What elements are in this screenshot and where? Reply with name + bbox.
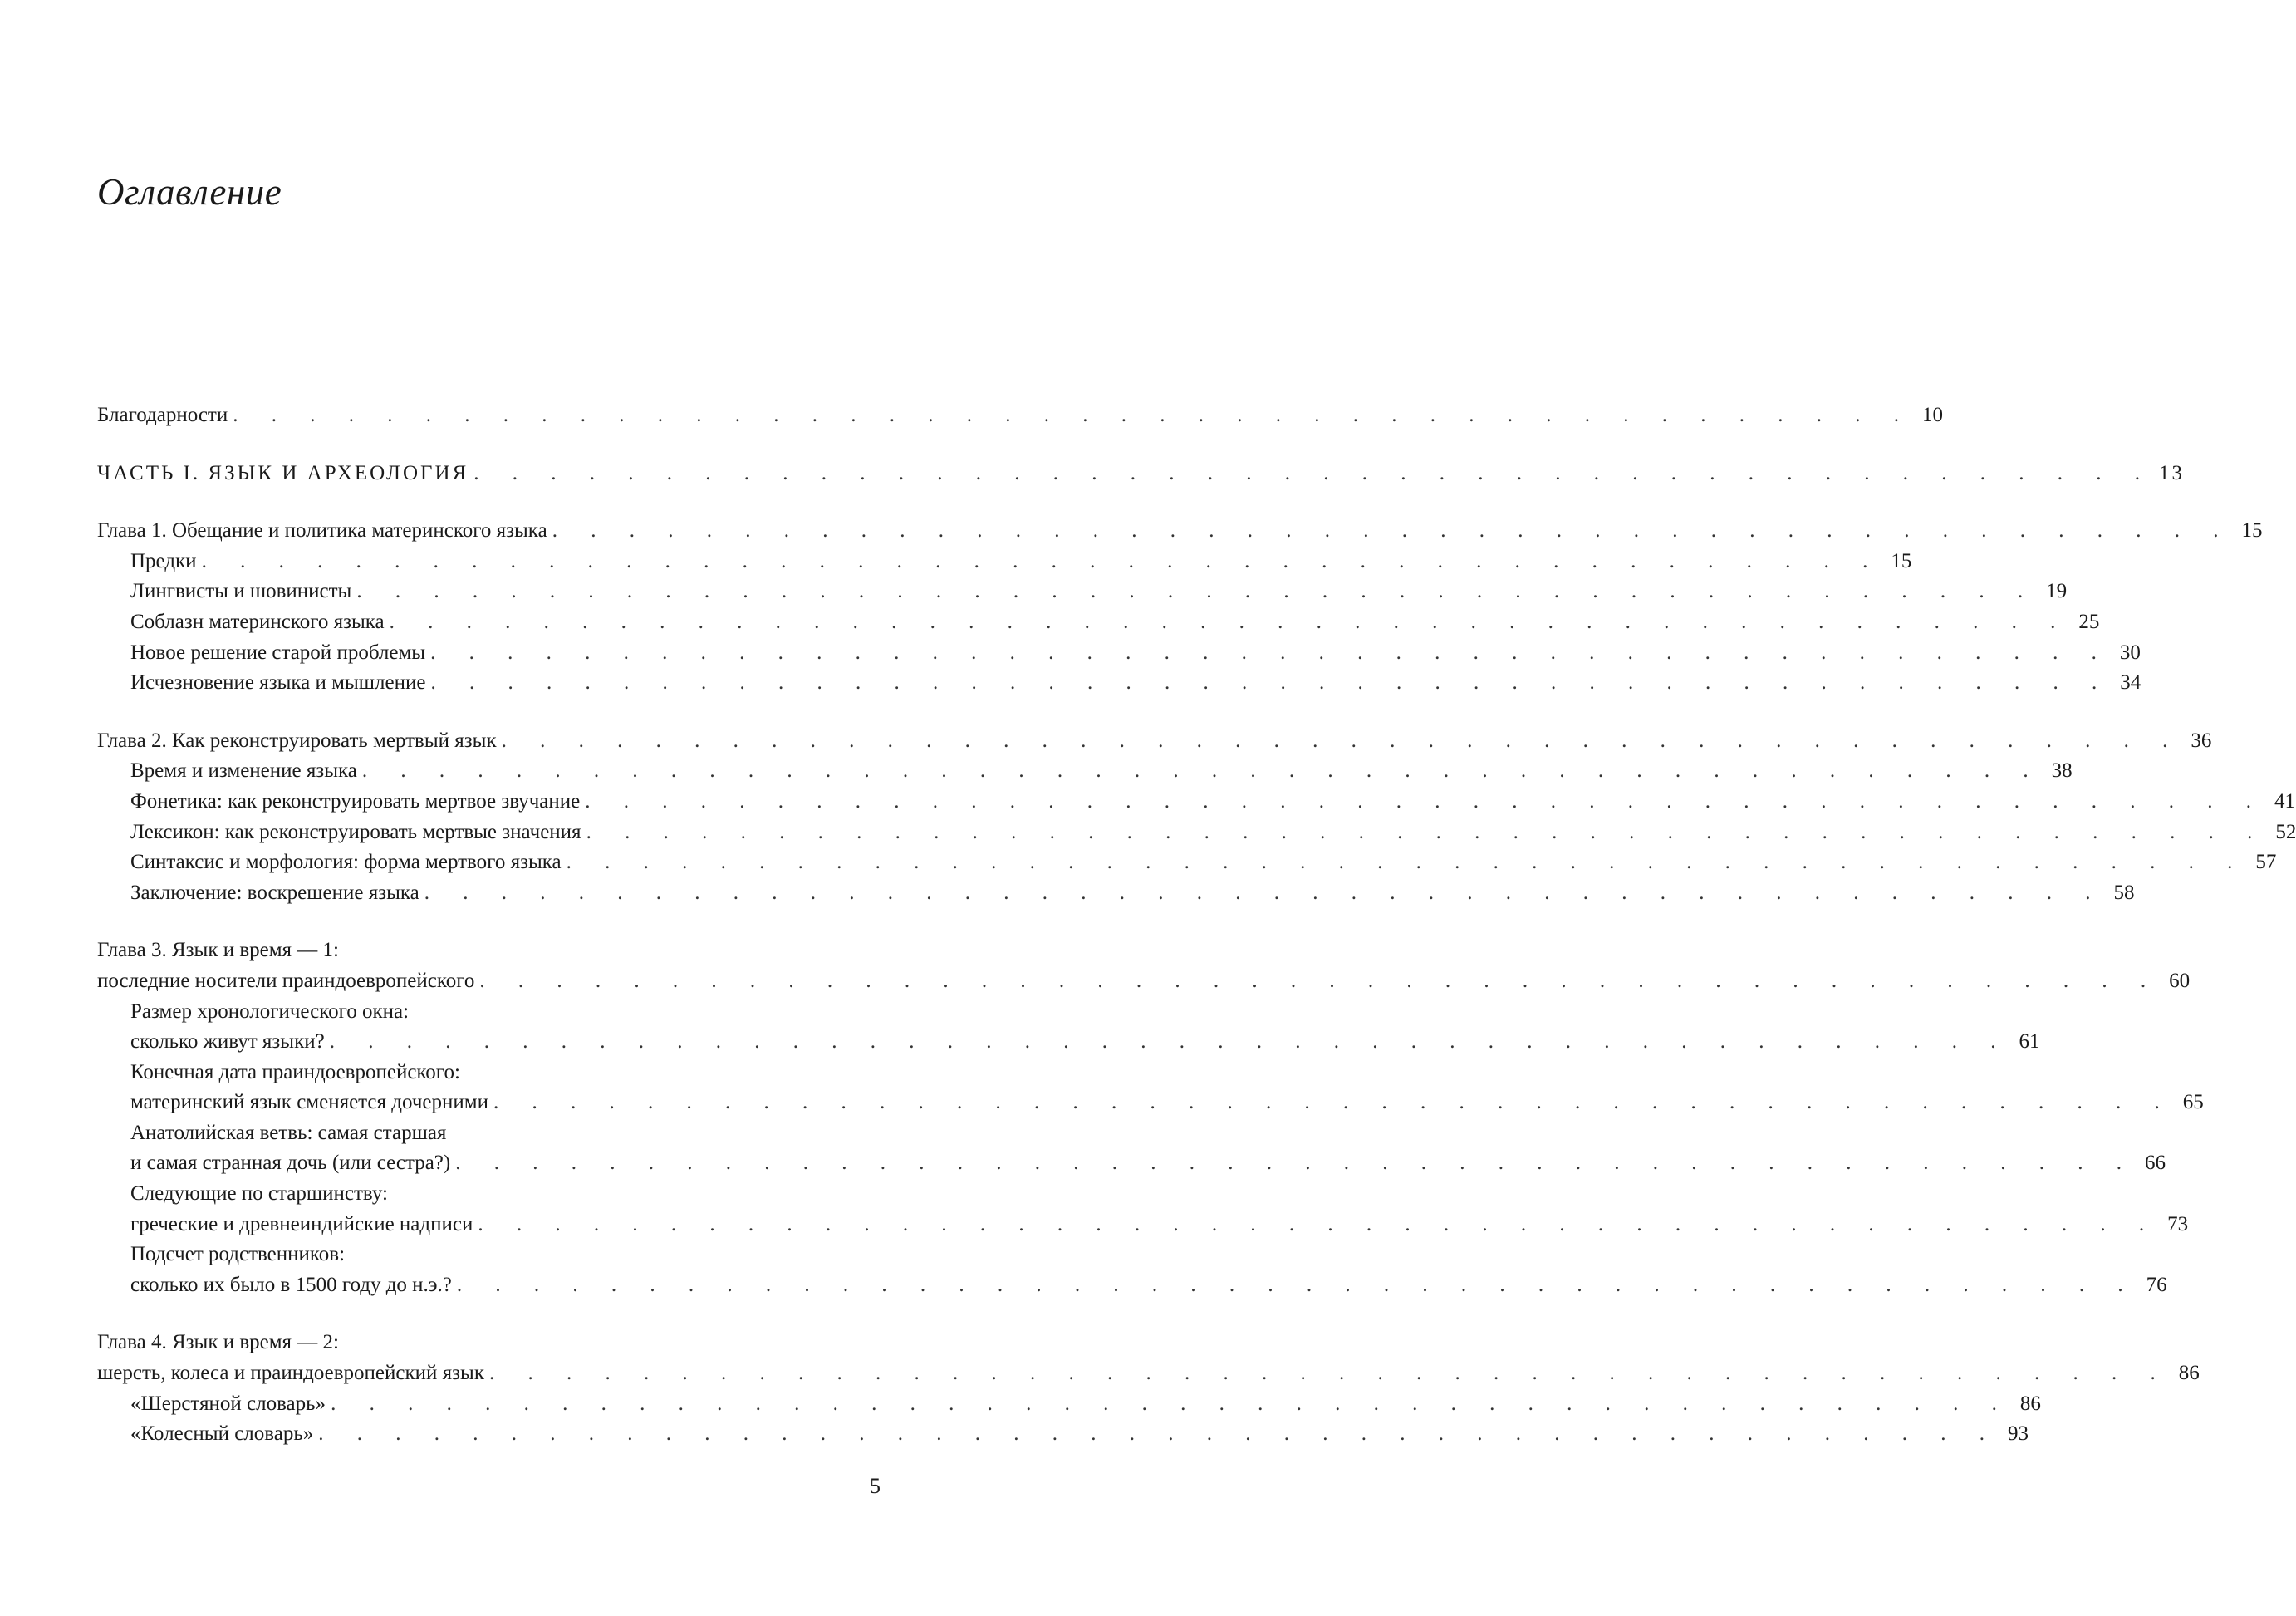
toc-part-title: ЧАСТЬ I. ЯЗЫК И АРХЕОЛОГИЯ xyxy=(97,461,469,484)
dot-leader: . . . . . . . . . . . . . . . . . . . . . . . . . . . . . . . . . . . . . . . . . . . . xyxy=(233,404,1913,426)
toc-page-number: 52 xyxy=(2275,820,2296,843)
toc-entry-section[interactable] xyxy=(97,878,2135,909)
page-title: Оглавление xyxy=(97,171,282,213)
toc-section-title: Лексикон: как реконструировать мертвые значения xyxy=(130,820,581,843)
toc-entry-section[interactable] xyxy=(97,1088,2204,1118)
dot-leader: . . . . . . . . . . . . . . . . . . . . . . . . . . . . . . . . . . . . . . . . . . . . xyxy=(488,1362,2170,1385)
dot-leader: . . . . . . . . . . . . . . . . . . . . . . . . . . . . . . . . . . . . . . . . . . . . xyxy=(585,789,2265,813)
toc-page-number: 65 xyxy=(2182,1091,2204,1114)
toc-chapter-subtitle: последние носители праиндоевропейского xyxy=(97,969,475,992)
toc-entry-section[interactable] xyxy=(97,638,2141,669)
dot-leader: . . . . . . . . . . . . . . . . . . . . . . . . . . . . . . . . . . . . . . . . . . . . xyxy=(455,1152,2136,1175)
dot-leader: . . . . . . . . . . . . . . . . . . . . . . . . . . . . . . . . . . . . . . . . . . . . xyxy=(389,610,2070,633)
toc-entry-section[interactable] xyxy=(97,1270,2167,1301)
toc-entry-chapter-2[interactable] xyxy=(97,726,2212,757)
toc-page-number: 73 xyxy=(2167,1212,2189,1235)
toc-entry-section[interactable] xyxy=(97,756,2073,787)
toc-page-number: 57 xyxy=(2255,851,2277,874)
toc-section-title: Конечная дата праиндоевропейского: xyxy=(130,1060,460,1083)
dot-leader: . . . . . . . . . . . . . . . . . . . . . . . . . . . . . . . . . . . . . . . . . . . . xyxy=(329,1030,2010,1054)
toc-section-title: Исчезновение языка и мышление xyxy=(130,671,426,695)
toc-page-number: 41 xyxy=(2274,789,2295,813)
toc-section-title: Новое решение старой проблемы xyxy=(130,641,426,664)
toc-chapter-title: Глава 4. Язык и время — 2: xyxy=(97,1331,340,1354)
dot-leader: . . . . . . . . . . . . . . . . . . . . . . . . . . . . . . . . . . . . . . . . . . . . xyxy=(356,580,2038,603)
toc-page-number: 19 xyxy=(2046,580,2068,603)
toc-page-number: 10 xyxy=(1921,404,1943,426)
toc-section-title: «Колесный словарь» xyxy=(130,1422,314,1446)
page-number: 5 xyxy=(870,1474,881,1498)
toc-entry-acknowledgements[interactable] xyxy=(97,400,1943,431)
toc-entry-section[interactable] xyxy=(97,577,2068,607)
toc-page-number: 34 xyxy=(2120,671,2141,695)
toc-chapter-subtitle: шерсть, колеса и праиндоевропейский язык xyxy=(97,1362,484,1385)
dot-leader: . . . . . . . . . . . . . . . . . . . . . . . . . . . . . . . . . . . . . . . . . . . . xyxy=(424,881,2105,904)
toc-entry-section[interactable] xyxy=(97,1148,2166,1179)
toc-section-title: Фонетика: как реконструировать мертвое звучание xyxy=(130,789,581,813)
toc-section-subtitle: и самая странная дочь (или сестра?) xyxy=(130,1152,451,1175)
toc-page-number: 66 xyxy=(2144,1152,2166,1175)
toc-page-number: 30 xyxy=(2119,641,2141,664)
toc-page-number: 76 xyxy=(2146,1273,2167,1296)
toc-section-title: Лингвисты и шовинисты xyxy=(130,580,352,603)
toc-section-title: Синтаксис и морфология: форма мертвого языка xyxy=(130,851,562,874)
toc-entry-section-line1[interactable] xyxy=(97,997,881,1028)
toc-entry-part-1[interactable] xyxy=(97,459,2185,489)
toc-section-subtitle: греческие и древнеиндийские надписи xyxy=(130,1212,473,1235)
toc-chapter-title: Глава 3. Язык и время — 1: xyxy=(97,939,340,962)
toc-page-number: 60 xyxy=(2169,969,2191,992)
toc-page-number: 36 xyxy=(2191,729,2212,752)
toc-chapter-title: Глава 1. Обещание и политика материнского языка xyxy=(97,519,547,543)
table-of-contents xyxy=(97,400,2296,1450)
toc-section-title: Анатолийская ветвь: самая старшая xyxy=(130,1121,447,1144)
dot-leader: . . . . . . . . . . . . . . . . . . . . . . . . . . . . . . . . . . . . . . . . . . . . xyxy=(586,820,2267,843)
toc-entry-title: Благодарности xyxy=(97,404,228,426)
toc-entry-section[interactable] xyxy=(97,1419,2029,1450)
toc-page-number: 38 xyxy=(2051,759,2073,783)
dot-leader: . . . . . . . . . . . . . . . . . . . . . . . . . . . . . . . . . . . . . . . . . . . . xyxy=(552,519,2233,543)
toc-entry-chapter-3-line1[interactable] xyxy=(97,936,881,966)
dot-leader: . . . . . . . . . . . . . . . . . . . . . . . . . . . . . . . . . . . . . . . . . . . . xyxy=(473,461,2154,484)
toc-entry-section[interactable] xyxy=(97,1389,2041,1420)
toc-entry-section-line1[interactable] xyxy=(97,1179,881,1210)
toc-page-number: 25 xyxy=(2078,610,2100,633)
toc-page-number: 61 xyxy=(2019,1030,2040,1054)
toc-section-title: Подсчет родственников: xyxy=(130,1243,346,1266)
toc-page-number: 86 xyxy=(2178,1362,2200,1385)
toc-entry-chapter-4[interactable] xyxy=(97,1358,2200,1389)
toc-section-title: «Шерстяной словарь» xyxy=(130,1392,326,1415)
dot-leader: . . . . . . . . . . . . . . . . . . . . . . . . . . . . . . . . . . . . . . . . . . . . xyxy=(318,1422,1999,1446)
dot-leader: . . . . . . . . . . . . . . . . . . . . . . . . . . . . . . . . . . . . . . . . . . . . xyxy=(331,1392,2011,1415)
toc-entry-section[interactable] xyxy=(97,818,2296,848)
toc-entry-section[interactable] xyxy=(97,1027,2040,1058)
dot-leader: . . . . . . . . . . . . . . . . . . . . . . . . . . . . . . . . . . . . . . . . . . . . xyxy=(478,1212,2159,1235)
toc-page-number: 93 xyxy=(2008,1422,2029,1446)
toc-entry-section[interactable] xyxy=(97,787,2295,818)
toc-section-title: Заключение: воскрешение языка xyxy=(130,881,419,904)
toc-section-subtitle: сколько их было в 1500 году до н.э.? xyxy=(130,1273,452,1296)
toc-page-number: 13 xyxy=(2158,461,2185,484)
dot-leader: . . . . . . . . . . . . . . . . . . . . . . . . . . . . . . . . . . . . . . . . . . . . xyxy=(501,729,2182,752)
toc-entry-section-line1[interactable] xyxy=(97,1118,881,1149)
toc-section-subtitle: материнский язык сменяется дочерними xyxy=(130,1091,488,1114)
toc-entry-section[interactable] xyxy=(97,607,2100,638)
toc-entry-chapter-4-line1[interactable] xyxy=(97,1328,881,1358)
toc-section-title: Размер хронологического окна: xyxy=(130,1000,410,1023)
toc-entry-section-line1[interactable] xyxy=(97,1240,881,1270)
toc-entry-chapter-1[interactable] xyxy=(97,516,2263,547)
toc-entry-section[interactable] xyxy=(97,1210,2189,1240)
toc-section-subtitle: сколько живут языки? xyxy=(130,1030,325,1054)
toc-entry-section-line1[interactable] xyxy=(97,1058,881,1088)
toc-entry-section[interactable] xyxy=(97,668,2141,699)
dot-leader: . . . . . . . . . . . . . . . . . . . . . . . . . . . . . . . . . . . . . . . . . . . . xyxy=(430,641,2111,664)
dot-leader: . . . . . . . . . . . . . . . . . . . . . . . . . . . . . . . . . . . . . . . . . . . . xyxy=(361,759,2043,783)
toc-page-number: 58 xyxy=(2113,881,2135,904)
toc-chapter-title: Глава 2. Как реконструировать мертвый язык xyxy=(97,729,497,752)
dot-leader: . . . . . . . . . . . . . . . . . . . . . . . . . . . . . . . . . . . . . . . . . . . . xyxy=(566,851,2247,874)
toc-page-number: 86 xyxy=(2019,1392,2041,1415)
toc-entry-section[interactable] xyxy=(97,847,2277,878)
toc-section-title: Следующие по старшинству: xyxy=(130,1182,388,1206)
dot-leader: . . . . . . . . . . . . . . . . . . . . . . . . . . . . . . . . . . . . . . . . . . . . xyxy=(493,1091,2174,1114)
toc-entry-chapter-3[interactable] xyxy=(97,966,2191,997)
toc-section-title: Соблазн материнского языка xyxy=(130,610,385,633)
dot-leader: . . . . . . . . . . . . . . . . . . . . . . . . . . . . . . . . . . . . . . . . . . . . xyxy=(201,549,1882,572)
dot-leader: . . . . . . . . . . . . . . . . . . . . . . . . . . . . . . . . . . . . . . . . . . . . xyxy=(479,969,2161,992)
dot-leader: . . . . . . . . . . . . . . . . . . . . . . . . . . . . . . . . . . . . . . . . . . . . xyxy=(456,1273,2137,1296)
dot-leader: . . . . . . . . . . . . . . . . . . . . . . . . . . . . . . . . . . . . . . . . . . . . xyxy=(430,671,2112,695)
toc-entry-section[interactable] xyxy=(97,547,1912,577)
toc-section-title: Время и изменение языка xyxy=(130,759,357,783)
toc-section-title: Предки xyxy=(130,549,197,572)
toc-page-number: 15 xyxy=(1891,549,1912,572)
toc-page-number: 15 xyxy=(2241,519,2263,543)
